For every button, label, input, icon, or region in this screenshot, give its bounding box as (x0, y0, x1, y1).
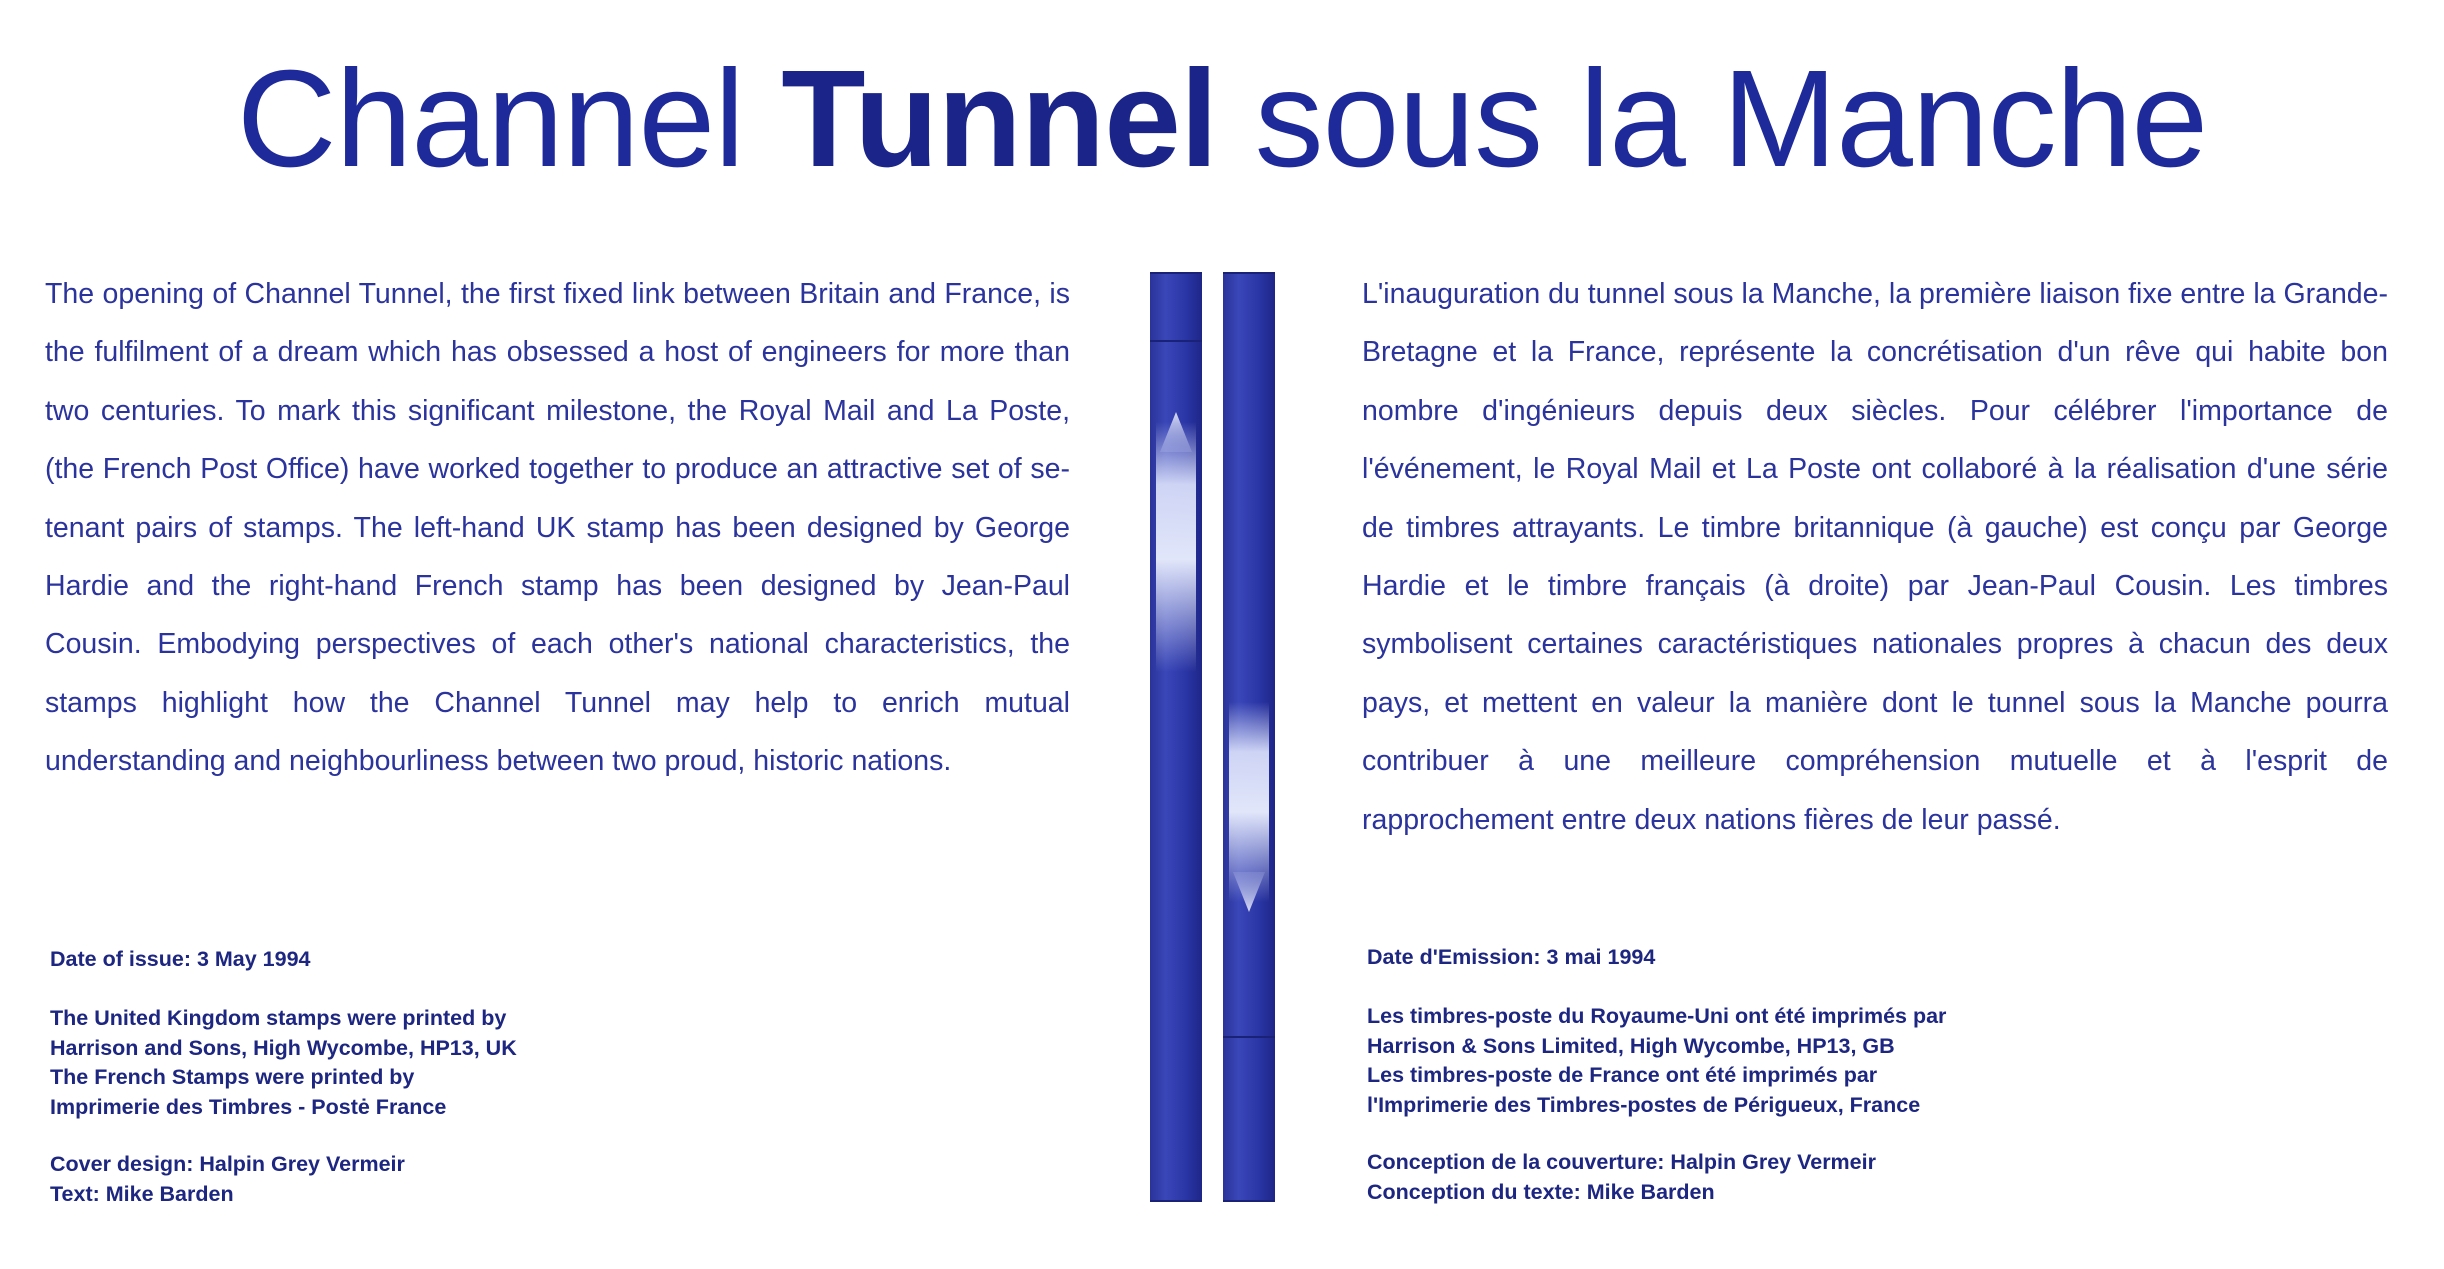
credit-line: Conception de la couverture: Halpin Grey Vermeir (1367, 1150, 1876, 1174)
french-stamp-image (1223, 272, 1275, 1202)
french-credits (1367, 1148, 1876, 1207)
title-sous-la-manche: sous la Manche (1254, 42, 2208, 196)
english-credits (50, 1150, 405, 1209)
printer-line: The French Stamps were printed by (50, 1065, 415, 1089)
english-paragraph: The opening of Channel Tunnel, the first fixed link between Britain and France, is the fulfilment of a dream which has obsessed a host of engineers for more than two centuries. To mark this significant milestone, the Royal Mail and La Poste, (the French Post Office) have worked together to produce an attractive set of se-tenant pairs of stamps. The left-hand UK stamp has been designed by George Hardie and the right-hand French stamp has been designed by Jean-Paul Cousin. Embodying perspectives of each other's national characteristics, the stamps highlight how the Channel Tunnel may help to enrich mutual understanding and neighbourliness between two proud, historic nations. (45, 278, 1070, 778)
printer-line: The United Kingdom stamps were printed by (50, 1006, 507, 1030)
printer-line: Les timbres-poste du Royaume-Uni ont été imprimés par (1367, 1004, 1947, 1028)
stamp-pair-image (1150, 272, 1290, 1202)
printer-line: Les timbres-poste de France ont été imprimés par (1367, 1063, 1878, 1087)
page-title (0, 42, 2444, 196)
english-printer-info (50, 1004, 517, 1122)
english-issue-date (50, 945, 311, 975)
french-issue-date (1367, 943, 1655, 973)
credit-line: Conception du texte: Mike Barden (1367, 1179, 1715, 1204)
uk-stamp-image (1150, 272, 1202, 1202)
french-printer-info (1367, 1002, 1946, 1120)
credit-line: Cover design: Halpin Grey Vermeir (50, 1152, 405, 1176)
printer-line: l'Imprimerie des Timbres-postes de Périgueux, France (1367, 1092, 1921, 1117)
printer-line: Harrison & Sons Limited, High Wycombe, HP13, GB (1367, 1033, 1895, 1058)
french-paragraph: L'inauguration du tunnel sous la Manche, la première liaison fixe entre la Grande-Bretagne et la France, représente la concrétisation d'un rêve qui habite bon nombre d'ingénieurs depuis deux siècles. Pour célébrer l'importance de l'événement, le Royal Mail et La Poste ont collaboré à la réalisation d'une série de timbres attrayants. Le timbre britannique (à gauche) est conçu par George Hardie et le timbre français (à droite) par Jean-Paul Cousin. Les timbres symbolisent certaines caractéristiques nationales propres à chacun des deux pays, et mettent en valeur la manière dont le tunnel sous la Manche pourra contribuer à une meilleure compréhension mutuelle et à l'esprit de rapprochement entre deux nations fières de leur passé. (1362, 278, 2388, 836)
printer-line: Imprimerie des Timbres - Postė France (50, 1094, 447, 1119)
issue-date-text: Date d'Emission: 3 mai 1994 (1367, 945, 1656, 969)
issue-date-text: Date of issue: 3 May 1994 (50, 947, 311, 971)
printer-line: Harrison and Sons, High Wycombe, HP13, UK (50, 1035, 517, 1060)
title-channel: Channel (236, 42, 744, 196)
title-tunnel: Tunnel (781, 42, 1218, 196)
credit-line: Text: Mike Barden (50, 1181, 234, 1206)
